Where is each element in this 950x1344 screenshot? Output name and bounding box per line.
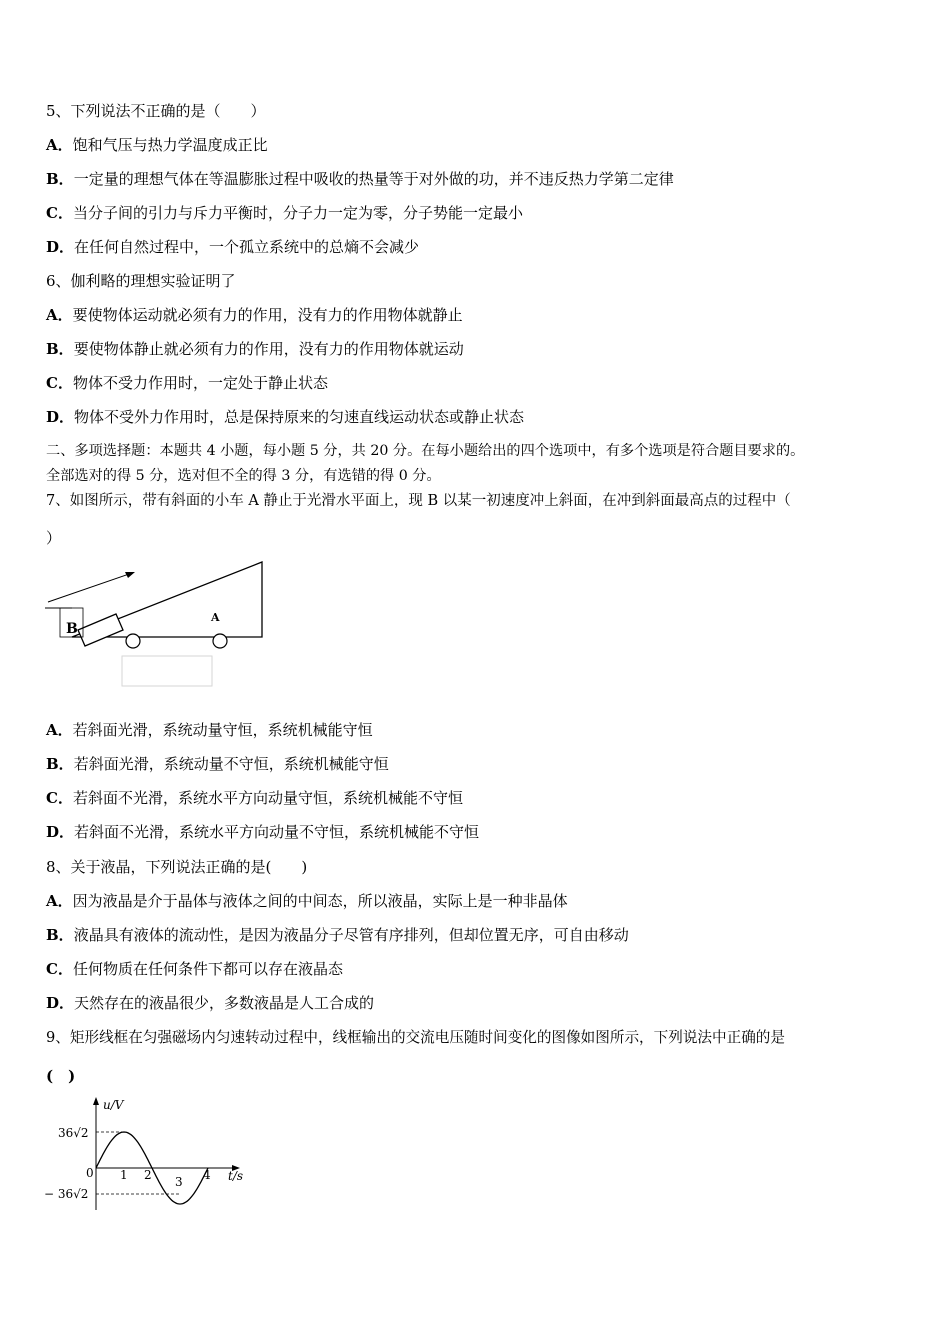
q9-x-tick-4: 4: [203, 1168, 211, 1182]
q7-option-c: C．若斜面不光滑，系统水平方向动量守恒，系统机械能不守恒: [46, 789, 463, 807]
q9-origin-label: 0: [86, 1166, 94, 1180]
q7-stem-line2: ）: [46, 529, 62, 547]
q9-x-axis-label: t/s: [228, 1169, 244, 1183]
q6-option-a: A．要使物体运动就必须有力的作用，没有力的作用物体就静止: [46, 306, 463, 324]
q9-y-axis-label: u/V: [103, 1098, 124, 1112]
q7-block-b: [78, 614, 123, 646]
q5-option-c: C．当分子间的引力与斥力平衡时，分子力一定为零，分子势能一定最小: [46, 204, 523, 222]
q9-x-tick-1: 1: [120, 1168, 128, 1182]
q9-voltage-time-graph: [40, 1092, 260, 1214]
q7-velocity-arrow-line: [48, 573, 132, 602]
q7-option-b: B．若斜面光滑，系统动量不守恒，系统机械能守恒: [46, 755, 389, 773]
q5-option-a: A．饱和气压与热力学温度成正比: [46, 136, 268, 154]
q9-y-axis-arrow: [93, 1097, 99, 1105]
q6-option-d: D．物体不受外力作用时，总是保持原来的匀速直线运动状态或静止状态: [46, 408, 525, 426]
q7-option-d: D．若斜面不光滑，系统水平方向动量不守恒，系统机械能不守恒: [46, 823, 480, 841]
q9-y-min-label: − 36√2: [44, 1187, 89, 1201]
q7-stem-line1: 7、如图所示，带有斜面的小车 A 静止于光滑水平面上，现 B 以某一初速度冲上斜面，在冲到斜面最高点的过程中（: [46, 493, 791, 509]
q8-option-d: D．天然存在的液晶很少，多数液晶是人工合成的: [46, 994, 375, 1012]
q7-label-b: B: [66, 621, 78, 637]
section2-instructions-line1: 二、多项选择题：本题共 4 小题，每小题 5 分，共 20 分。在每小题给出的四个选项中，有多个选项是符合题目要求的。: [46, 443, 805, 459]
q7-wheel-left: [126, 634, 140, 648]
q5-option-d: D．在任何自然过程中，一个孤立系统中的总熵不会减少: [46, 238, 420, 256]
q7-velocity-arrow-head: [125, 572, 135, 578]
q9-stem-line1: 9、矩形线框在匀强磁场内匀速转动过程中，线框输出的交流电压随时间变化的图像如图所示，下列说法中正确的是: [46, 1029, 785, 1046]
q5-option-b: B．一定量的理想气体在等温膨胀过程中吸收的热量等于对外做的功，并不违反热力学第二定律: [46, 170, 674, 188]
q8-option-c: C．任何物质在任何条件下都可以存在液晶态: [46, 960, 343, 978]
q7-figure-blank-box: [122, 656, 212, 686]
q9-x-tick-3: 3: [175, 1175, 183, 1189]
q7-wheel-right: [213, 634, 227, 648]
q6-option-b: B．要使物体静止就必须有力的作用，没有力的作用物体就运动: [46, 340, 464, 358]
q7-option-a: A．若斜面光滑，系统动量守恒，系统机械能守恒: [46, 721, 373, 739]
q8-stem: 8、关于液晶，下列说法正确的是( ): [46, 858, 308, 876]
q7-cart-incline-figure: [40, 558, 280, 690]
q9-y-max-label: 36√2: [58, 1126, 89, 1140]
q9-stem-line2: ( ): [46, 1067, 76, 1085]
q9-x-tick-2: 2: [144, 1168, 152, 1182]
q8-option-a: A．因为液晶是介于晶体与液体之间的中间态，所以液晶，实际上是一种非晶体: [46, 892, 568, 910]
q7-label-a: A: [211, 611, 220, 624]
section2-instructions-line2: 全部选对的得 5 分，选对但不全的得 3 分，有选错的得 0 分。: [46, 468, 441, 484]
q8-option-b: B．液晶具有液体的流动性，是因为液晶分子尽管有序排列，但却位置无序，可自由移动: [46, 926, 629, 944]
q6-stem: 6、伽利略的理想实验证明了: [46, 272, 236, 290]
q5-stem: 5、下列说法不正确的是（ ）: [46, 102, 266, 120]
q6-option-c: C．物体不受力作用时，一定处于静止状态: [46, 374, 328, 392]
